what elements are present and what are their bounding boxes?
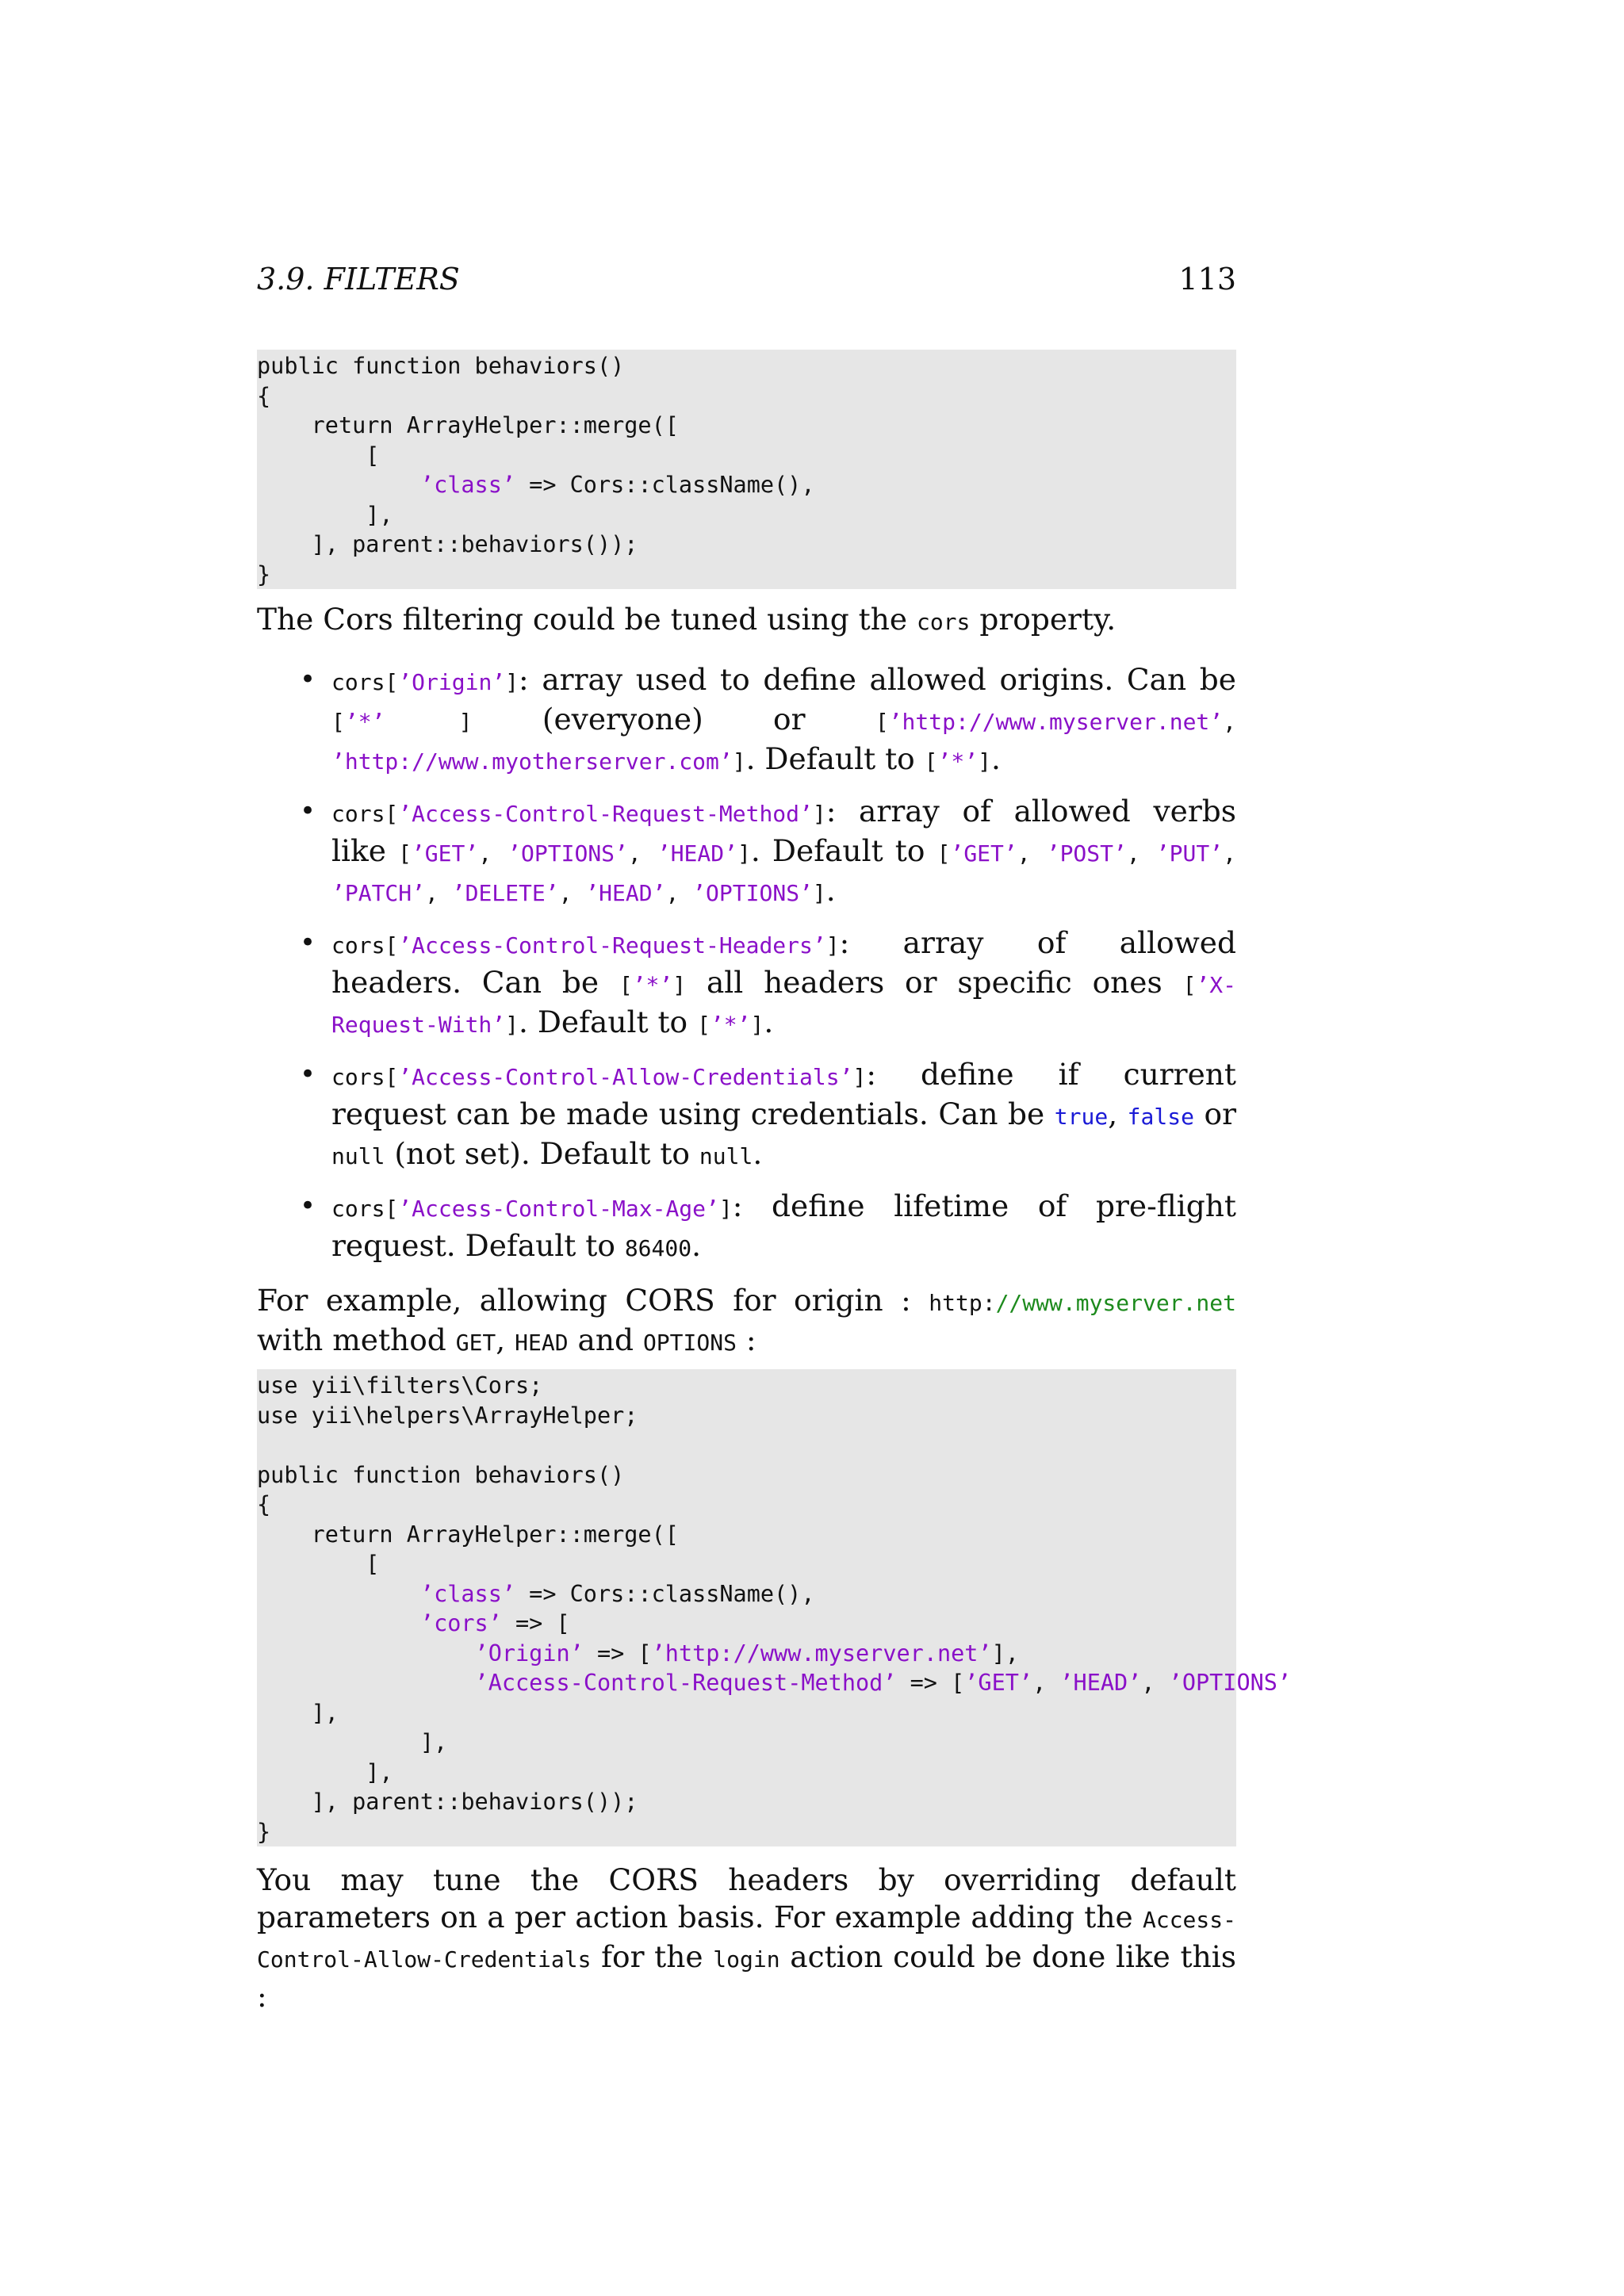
- code-text: ], parent::behaviors());: [257, 531, 638, 557]
- code-line: [257, 1639, 1236, 1669]
- code-string: ’OPTIONS’: [1168, 1670, 1292, 1696]
- code-line: [257, 530, 1236, 560]
- code-string: ’HEAD’: [1059, 1670, 1142, 1696]
- code-inline: ’PATCH’: [331, 880, 426, 906]
- code-inline: ,: [1126, 840, 1156, 867]
- list-item: [300, 1056, 1236, 1175]
- code-line: [257, 1579, 1236, 1609]
- code-text: => Cors::className(),: [515, 472, 815, 498]
- code-text: ],: [991, 1640, 1019, 1667]
- code-inline: ’Origin’: [398, 669, 506, 695]
- paragraph-cors-example: [257, 1282, 1236, 1361]
- code-inline: ’HEAD’: [585, 880, 666, 906]
- code-line: [257, 441, 1236, 471]
- code-inline: ’HEAD’: [657, 840, 737, 867]
- code-inline: ,: [627, 840, 657, 867]
- text-run: .: [764, 1004, 774, 1039]
- code-inline: ,: [1223, 709, 1236, 735]
- code-line: [257, 1609, 1236, 1639]
- code-inline: ’X-Request-With’: [331, 972, 1236, 1038]
- code-inline: ’*’: [937, 748, 979, 775]
- text-run: .: [825, 873, 836, 908]
- code-inline: [: [936, 840, 951, 867]
- code-text: => [: [583, 1640, 652, 1667]
- code-inline: cors[: [331, 1064, 399, 1090]
- text-run: action could be done like this :: [257, 1939, 1236, 2014]
- code-inline: GET: [455, 1330, 496, 1356]
- code-inline: [: [619, 972, 633, 998]
- code-line: [257, 1668, 1292, 1698]
- code-inline: http:: [929, 1290, 996, 1316]
- code-inline: ’Access-Control-Allow-Credentials’: [398, 1064, 853, 1090]
- code-inline: ]: [732, 748, 746, 775]
- code-inline: ]: [812, 801, 826, 827]
- code-line: [257, 500, 1236, 530]
- code-inline: ,: [478, 840, 508, 867]
- text-run: with method: [257, 1322, 456, 1357]
- code-inline: false: [1127, 1104, 1194, 1130]
- code-text: ,: [1141, 1670, 1169, 1696]
- text-run: You may tune the CORS headers by overriding default parameters on a per action basis. For example adding the: [257, 1862, 1236, 1934]
- code-inline: ]: [505, 1012, 519, 1038]
- code-inline: [: [697, 1012, 710, 1038]
- text-run: : array used to define allowed origins. Can be: [519, 662, 1236, 697]
- text-run: property.: [970, 602, 1116, 637]
- text-run: (not set). Default to: [385, 1136, 699, 1171]
- code-line: [257, 411, 1236, 441]
- code-inline: ]: [718, 1196, 733, 1222]
- code-inline: ’Access-Control-Max-Age’: [398, 1196, 719, 1222]
- text-run: : define lifetime of pre-flight request. Default to: [331, 1188, 1236, 1263]
- code-inline: ]: [852, 1064, 867, 1090]
- list-item: [300, 1188, 1236, 1267]
- list-item: [300, 793, 1236, 912]
- code-inline: null: [699, 1143, 753, 1169]
- code-string: ’GET’: [964, 1670, 1033, 1696]
- code-inline: //www.myserver.net: [995, 1290, 1236, 1316]
- code-line: [257, 1728, 1236, 1758]
- text-run: .: [691, 1228, 702, 1263]
- text-run: . Default to: [750, 833, 937, 868]
- code-inline: ’*’: [632, 972, 673, 998]
- code-inline: 86400: [624, 1235, 692, 1261]
- code-text: [: [257, 442, 380, 469]
- code-line: [257, 1490, 1236, 1520]
- code-inline: ,: [1017, 840, 1047, 867]
- code-inline: [: [875, 709, 889, 735]
- code-inline: ]: [750, 1012, 764, 1038]
- code-inline: cors[: [331, 1196, 399, 1222]
- text-run: : define if current request can be made using credentials. Can be: [331, 1057, 1236, 1131]
- code-inline: ’OPTIONS’: [692, 880, 813, 906]
- code-text: [257, 1581, 420, 1607]
- code-inline: ’*’: [344, 709, 385, 735]
- code-inline: ]: [737, 840, 751, 867]
- page-number: 113: [1178, 262, 1236, 297]
- code-text: => [: [896, 1670, 965, 1696]
- text-run: For example, allowing CORS for origin :: [257, 1283, 929, 1318]
- section-title: 3.9. FILTERS: [257, 262, 460, 297]
- code-inline: true: [1054, 1104, 1109, 1130]
- code-text: public function behaviors(): [257, 1461, 625, 1488]
- code-block-behaviors: [257, 350, 1236, 589]
- code-text: [257, 472, 420, 498]
- code-text: {: [257, 1491, 271, 1517]
- code-inline: ,: [558, 880, 586, 906]
- code-text: => [: [501, 1610, 570, 1636]
- code-inline: Access-Control-Allow-Credentials: [257, 1907, 1236, 1973]
- code-line: [257, 1787, 1236, 1817]
- code-inline: [: [1182, 972, 1197, 998]
- code-line: [257, 1460, 1236, 1490]
- code-inline: cors[: [331, 801, 399, 827]
- code-inline: ]: [672, 972, 687, 998]
- code-text: return ArrayHelper::merge([: [257, 1521, 679, 1548]
- code-line: [257, 1698, 1236, 1728]
- code-line: [257, 1401, 1236, 1431]
- text-run: : array of allowed headers. Can be: [331, 925, 1236, 1000]
- code-inline: ,: [425, 880, 452, 906]
- code-text: {: [257, 382, 271, 409]
- code-inline: ’OPTIONS’: [508, 840, 628, 867]
- text-run: .: [753, 1136, 763, 1171]
- code-inline: ’*’: [710, 1012, 751, 1038]
- code-inline: ’http://www.myotherserver.com’: [331, 748, 733, 775]
- text-run: . Default to: [745, 741, 925, 776]
- code-inline: cors[: [331, 669, 399, 695]
- code-inline: ’POST’: [1046, 840, 1127, 867]
- code-inline: ,: [665, 880, 693, 906]
- code-inline: cors[: [331, 932, 399, 959]
- code-inline: ,: [1223, 840, 1236, 867]
- code-inline: ]: [978, 748, 991, 775]
- text-run: all headers or specific ones: [686, 965, 1183, 1000]
- code-string: ’cors’: [419, 1610, 502, 1636]
- code-text: => Cors::className(),: [515, 1580, 815, 1607]
- text-run: and: [568, 1322, 643, 1357]
- code-line: [257, 1371, 1236, 1401]
- code-line: [257, 1758, 1236, 1788]
- code-inline: [: [924, 748, 938, 775]
- code-inline: ’Access-Control-Request-Headers’: [398, 932, 826, 959]
- code-inline: [: [331, 709, 345, 735]
- code-text: ],: [257, 1699, 339, 1726]
- code-inline: null: [331, 1143, 385, 1169]
- text-run: . Default to: [519, 1004, 698, 1039]
- code-inline: ’Access-Control-Request-Method’: [398, 801, 813, 827]
- code-text: ],: [257, 1758, 393, 1785]
- code-inline: ’http://www.myserver.net’: [888, 709, 1224, 735]
- text-run: (everyone) or: [472, 702, 875, 737]
- code-inline: HEAD: [515, 1330, 569, 1356]
- code-line: [257, 381, 1236, 411]
- paragraph-cors-property: [257, 601, 1236, 641]
- code-line: [257, 560, 1236, 590]
- text-run: .: [990, 741, 1001, 776]
- bullet-icon: •: [300, 1190, 316, 1222]
- paragraph-per-action: [257, 1862, 1236, 2015]
- list-item: [300, 924, 1236, 1043]
- code-line: [257, 351, 1236, 381]
- code-inline: ]: [825, 932, 840, 959]
- code-string: ’class’: [419, 1580, 516, 1607]
- code-inline: ’PUT’: [1155, 840, 1224, 867]
- bullet-icon: •: [300, 795, 316, 827]
- code-inline: ’GET’: [411, 840, 479, 867]
- code-inline: cors: [916, 609, 971, 635]
- list-item: [300, 661, 1236, 780]
- code-text: ,: [1032, 1670, 1060, 1696]
- bullet-icon: •: [300, 1058, 316, 1090]
- code-inline: OPTIONS: [642, 1330, 737, 1356]
- code-string: ’class’: [419, 472, 516, 498]
- code-text: public function behaviors(): [257, 353, 625, 379]
- code-string: ’Origin’: [474, 1640, 584, 1667]
- code-text: use yii\helpers\ArrayHelper;: [257, 1402, 638, 1429]
- code-line: [257, 1817, 1236, 1847]
- code-text: ],: [257, 501, 393, 528]
- code-line: [257, 470, 1236, 500]
- code-inline: ]: [385, 709, 473, 735]
- code-text: ],: [257, 1729, 448, 1755]
- text-run: or: [1193, 1096, 1236, 1131]
- text-run: The Cors filtering could be tuned using the: [257, 602, 917, 637]
- code-string: ’http://www.myserver.net’: [651, 1640, 992, 1667]
- code-line: [257, 1430, 1236, 1460]
- code-inline: ’DELETE’: [451, 880, 559, 906]
- code-text: return ArrayHelper::merge([: [257, 412, 679, 438]
- bullet-icon: •: [300, 664, 316, 695]
- code-string: ’Access-Control-Request-Method’: [474, 1670, 897, 1696]
- text-run: for the: [591, 1939, 714, 1974]
- code-inline: ’GET’: [950, 840, 1017, 867]
- code-inline: ]: [505, 669, 519, 695]
- code-line: [257, 1549, 1236, 1579]
- text-run: ,: [1108, 1096, 1128, 1131]
- code-text: ], parent::behaviors());: [257, 1789, 638, 1815]
- bullet-icon: •: [300, 927, 316, 959]
- text-run: ,: [496, 1322, 515, 1357]
- code-line: [257, 1520, 1236, 1550]
- code-text: [257, 1610, 420, 1636]
- code-inline: [: [398, 840, 412, 867]
- code-text: [257, 1670, 475, 1696]
- running-header: [257, 258, 1236, 300]
- code-inline: ]: [812, 880, 826, 906]
- code-text: use yii\filters\Cors;: [257, 1372, 543, 1399]
- text-run: :: [736, 1322, 756, 1357]
- text-run: : array of allowed verbs like: [331, 794, 1236, 868]
- code-text: }: [257, 561, 271, 587]
- code-block-cors-config: [257, 1369, 1292, 1846]
- code-inline: login: [713, 1946, 780, 1973]
- code-text: [257, 1640, 475, 1667]
- code-text: [: [257, 1551, 380, 1577]
- code-text: }: [257, 1818, 271, 1845]
